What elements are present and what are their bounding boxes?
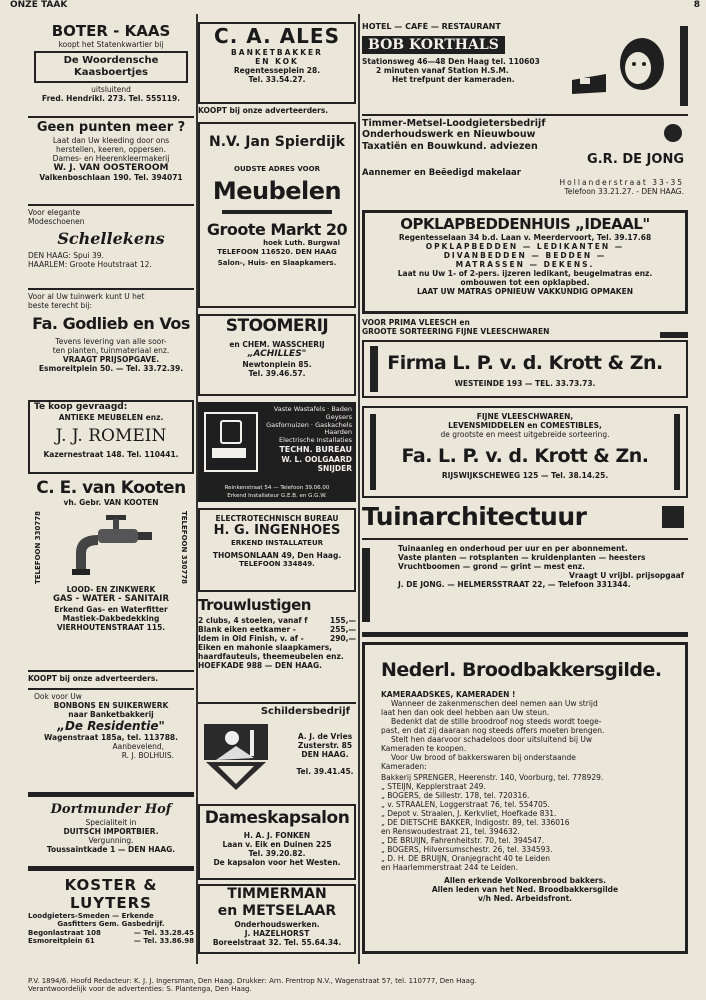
- ad-title: Schildersbedrijf: [260, 706, 350, 717]
- ad-line: Het trefpunt der kameraden.: [392, 75, 515, 85]
- ad-line: R. J. BOLHUIS.: [121, 751, 174, 761]
- ad-line: en CHEM. WASSCHERIJ: [229, 340, 325, 350]
- ad-address: THOMSONLAAN 49, Den Haag.: [212, 550, 342, 560]
- square-icon: [662, 506, 684, 528]
- ad-line: Modeschoenen: [28, 217, 85, 226]
- ad-address: WESTEINDE 193 — TEL. 33.73.73.: [454, 378, 596, 388]
- bakery-list-item: en Haarlemmerstraat 244 te Leiden.: [381, 862, 519, 872]
- ad-name: Nederl. Broodbakkersgilde.: [381, 659, 662, 681]
- ad-line: past, en dat zij daaraan nog steeds offers moeten brengen.: [381, 725, 605, 735]
- ad-address: Boreelstraat 32. Tel. 55.64.34.: [212, 937, 342, 947]
- bakery-list: [365, 773, 685, 872]
- ad-line: De kapsalon voor het Westen.: [213, 858, 341, 868]
- ad-name: LUYTERS: [70, 894, 152, 912]
- ad-timmerman: [198, 884, 356, 954]
- ad-line: 2 minuten vanaf Station H.S.M.: [376, 66, 509, 76]
- divider: [28, 116, 194, 118]
- divider: [198, 702, 356, 704]
- divider: [28, 670, 194, 672]
- ad-name: J. J. ROMEIN: [55, 425, 167, 446]
- ad-name: Firma L. P. v. d. Krott & Zn.: [387, 352, 663, 374]
- ad-line: Onderhoudswerken.: [234, 919, 320, 929]
- ad-phone: Tel. 33.54.27.: [248, 75, 306, 84]
- ad-line: Voor elegante: [28, 208, 81, 217]
- price-row: [198, 634, 356, 643]
- ad-line: ELECTROTECHNISCH BUREAU: [215, 514, 339, 523]
- ad-name: N.V. Jan Spierdijk: [209, 134, 345, 150]
- ad-name: STOOMERIJ: [225, 316, 329, 336]
- ad-line: Voor al Uw tuinwerk kunt U het: [28, 292, 145, 301]
- ad-line: KAMERAADSKES, KAMERADEN !: [381, 689, 516, 699]
- ad-line: ten planten, tuinmateriaal enz.: [52, 346, 170, 356]
- price-row: [198, 643, 356, 652]
- faucet-icon: [68, 513, 154, 579]
- ad-line: Vruchtboomen — grond — grint — mest enz.: [398, 562, 585, 571]
- price-item: Eiken en mahonie slaapkamers,: [198, 643, 333, 652]
- bakery-list-item: „ BOGERS, Hilversumschestr. 26, tel. 334593.: [381, 844, 553, 854]
- ad-address: DEN HAAG: Spui 39.: [28, 251, 104, 261]
- ad-line: GAS - WATER - SANITAIR: [52, 594, 170, 605]
- ad-line: BANKETBAKKER: [231, 48, 323, 57]
- ad-name: en METSELAAR: [217, 902, 337, 919]
- divider-bar: [222, 210, 332, 214]
- ad-address: HOEFKADE 988 — DEN HAAG.: [198, 661, 322, 670]
- ad-phone: TELEFOON 116520. DEN HAAG: [217, 247, 337, 256]
- ad-title: BOTER - KAAS: [51, 22, 171, 40]
- bakery-list-item: „ STEIJN, Kepplerstraat 249.: [381, 781, 486, 791]
- ad-address: Esmoreitplein 50. — Tel. 33.72.39.: [38, 364, 184, 374]
- ad-dameskapsalon: [198, 804, 356, 880]
- ad-line: OPKLAPBEDDEN — LEDIKANTEN —: [425, 242, 625, 251]
- ad-koster-luyters: [28, 876, 194, 954]
- ad-address: J. DE JONG. — HELMERSSTRAAT 22, — Telefoon 331344.: [398, 580, 631, 589]
- bakery-list-item: „ DE DIETSCHE BAKKER, Indigostr. 89, tel. 336016: [381, 817, 570, 827]
- ad-line: herstellen, keeren, oppersen.: [55, 144, 167, 154]
- ad-line: Aannemer en Beëedigd makelaar: [362, 167, 521, 178]
- ad-schellekens: [28, 208, 194, 286]
- ad-line: vh. Gebr. VAN KOOTEN: [63, 498, 159, 508]
- bakery-list-item: „ v. STRAALEN, Loggerstraat 76, tel. 554705.: [381, 799, 550, 809]
- ad-line: Haarden: [324, 428, 352, 437]
- ad-line: EN KOK: [255, 57, 299, 66]
- ad-line: DEN HAAG.: [301, 750, 349, 759]
- ad-name: Trouwlustigen: [198, 596, 311, 614]
- footer-line: P.V. 1894/6. Hoofd Redacteur: K. J. J. Ingersman, Den Haag. Drukker: Arn. Frentrop N.V., Wagenstraat 57, tel. 110777, Den Haag.: [28, 976, 477, 985]
- ad-line: Gasfitters Gem. Gasbedrijf.: [57, 920, 165, 929]
- ad-address: Toussaintkade 1 — DEN HAAG.: [46, 844, 176, 854]
- ad-name: TIMMERMAN: [227, 886, 327, 902]
- ad-line: Bedenkt dat de stille broodroof nog steeds wordt toege-: [391, 716, 602, 726]
- ad-line: DUITSCH IMPORTBIER.: [63, 826, 159, 836]
- ad-line: Aanbevelend,: [112, 742, 164, 752]
- ad-name: KOSTER &: [64, 876, 158, 894]
- ad-line: MATRASSEN — DEKENS.: [455, 260, 595, 269]
- ad-korthals: [362, 22, 688, 112]
- bakery-list-item: „ BOGERS, de Sillestr. 178, tel. 720316.: [381, 790, 530, 800]
- ad-line: Laat dan Uw kleeding door ons: [52, 135, 170, 145]
- bakery-list-item: „ D. H. DE BRUIJN, Oranjegracht 40 te Leiden: [381, 853, 551, 863]
- ad-line: GROOTE SORTEERING FIJNE VLEESCHWAREN: [362, 327, 550, 336]
- ad-line: de grootste en meest uitgebreide sorteering.: [440, 430, 610, 439]
- column-2: [198, 14, 356, 954]
- ad-phone: Tel. 39.46.57.: [248, 369, 306, 379]
- ad-name: Dameskapsalon: [204, 808, 350, 828]
- column-3: [362, 14, 688, 954]
- price-item: 2 clubs, 4 stoelen, vanaf f: [198, 616, 308, 625]
- ad-schildersbedrijf: [198, 706, 356, 800]
- ad-line: Ook voor Uw: [34, 692, 82, 701]
- ad-name: Schellekens: [57, 229, 165, 248]
- ad-boter-kaas: [28, 22, 194, 114]
- ad-line: Stelt hen daarvoor schadeloos door uitsluitend bij Uw: [391, 734, 593, 744]
- sink-icon: [204, 412, 258, 472]
- ad-line: LOOD- EN ZINKWERK: [66, 585, 156, 595]
- side-bar: [680, 26, 688, 106]
- ad-line: Erkend Gas- en Waterfitter: [54, 604, 168, 614]
- ad-title: Geen punten meer ?: [36, 120, 186, 135]
- dot-icon: [664, 124, 682, 142]
- divider: [28, 204, 194, 206]
- ad-line: Tuinaanleg en onderhoud per uur en per abonnement.: [398, 544, 628, 553]
- ad-phone: Tel. 39.41.45.: [296, 767, 354, 776]
- ad-name: Dortmunder Hof: [50, 802, 172, 817]
- ad-de-jong: [362, 118, 688, 210]
- ad-geen-punten: [28, 120, 194, 202]
- ad-line: HOTEL — CAFÉ — RESTAURANT: [362, 22, 501, 31]
- ad-name: H. G. INGENHOES: [213, 523, 341, 538]
- ad-line: beste terecht bij:: [28, 301, 92, 310]
- ad-name: W. J. VAN OOSTEROOM: [53, 162, 169, 173]
- ad-line: ombouwen tot een opklapbed.: [460, 278, 590, 287]
- ad-phone: TELEFOON 334849.: [239, 559, 315, 568]
- side-bar: [370, 414, 376, 490]
- ad-address: Stationsweg 46—48 Den Haag tel. 110603: [362, 57, 540, 67]
- ad-dortmunder-hof: [28, 802, 194, 864]
- bakery-list-item: „ Depot v. Straalen, J. Kerkvliet, Hoefkade 831.: [381, 808, 557, 818]
- ad-broodbakkersgilde: [362, 642, 688, 954]
- shop-name: De Woordensche Kaasboertjes: [34, 51, 188, 83]
- ad-name: Tuinarchitectuur: [362, 502, 587, 531]
- ad-name: Fa. Godlieb en Vos: [32, 314, 190, 333]
- ad-address: RIJSWIJKSCHEWEG 125 — Tel. 38.14.25.: [441, 470, 609, 480]
- ad-ales: [198, 22, 356, 104]
- ad-line: Tevens levering van alle soor-: [55, 337, 167, 347]
- ad-address: Hollanderstraat 33-35: [559, 177, 684, 187]
- ad-line: Loodgieters-Smeden — Erkende: [28, 912, 154, 920]
- ad-line: LAAT UW MATRAS OPNIEUW VAKKUNDIG OPMAKEN: [416, 287, 634, 296]
- ad-address: Groote Markt 20: [206, 219, 348, 239]
- ad-address: Laan v. Eik en Duinen 225: [222, 840, 332, 850]
- ad-name: Fa. L. P. v. d. Krott & Zn.: [401, 445, 649, 467]
- divider: [362, 114, 688, 116]
- ad-name: W. L. OOLGAARD SNIJDER: [281, 454, 352, 473]
- ad-line: Vaste planten — rotsplanten — kruidenplanten — heesters: [398, 553, 646, 562]
- price-list: [198, 616, 356, 661]
- phone-vertical-right: TELEFOON 330778: [180, 511, 188, 585]
- ad-line: Kameraden te koopen.: [381, 743, 467, 753]
- ad-krott-2: [362, 406, 688, 498]
- ad-tuinarchitectuur: [362, 502, 688, 628]
- footer-line: Verantwoordelijk voor de advertenties: S. Plantenga, Den Haag.: [28, 985, 252, 994]
- side-bar: [362, 548, 370, 622]
- ad-line: Allen erkende Volkorenbrood bakkers.: [444, 875, 606, 885]
- ad-line: Onderhoudswerk en Nieuwbouw: [362, 129, 536, 141]
- ad-address: Regentesseplein 28.: [233, 66, 321, 75]
- ad-phone: Telefoon 33.21.27. - DEN HAAG.: [564, 186, 684, 196]
- ad-address: Valkenboschlaan 190. Tel. 394071: [39, 173, 183, 183]
- bakery-list-item: Bakkerij SPRENGER, Heerenstr. 140, Voorburg, tel. 778929.: [381, 772, 604, 782]
- ad-name: C. E. van Kooten: [36, 478, 186, 498]
- price-value: 255,—: [329, 625, 356, 634]
- divider-bar: [28, 792, 194, 797]
- ad-line: VRAAGT PRIJSOPGAVE.: [62, 355, 160, 365]
- ad-spierdijk: [198, 122, 356, 308]
- ad-oolgaard: [198, 402, 356, 502]
- page-header: [0, 0, 706, 12]
- ad-line: uitsluitend: [91, 85, 131, 94]
- ad-line: Geysers: [325, 412, 352, 421]
- ad-van-kooten: [28, 478, 194, 668]
- ad-godlieb: [28, 292, 194, 396]
- divider: [28, 688, 194, 690]
- side-bar: [674, 414, 680, 490]
- page-footer: [28, 977, 678, 995]
- price-value: 155,—: [329, 616, 356, 625]
- ad-name: „De Residentie": [57, 719, 165, 733]
- ad-stoomerij: [198, 314, 356, 396]
- price-item: haardfauteuls, theemeubelen enz.: [198, 652, 344, 661]
- ad-phone: — Tel. 33.86.98: [133, 937, 194, 946]
- ad-address: Regentesselaan 34 b.d. Laan v. Meerdervoort, Tel. 39.17.68: [398, 233, 652, 242]
- ad-krott-1: [362, 318, 688, 402]
- divider-bar: [362, 632, 688, 637]
- publication-name: ONZE TAAK: [10, 0, 68, 10]
- side-bar: [370, 346, 378, 392]
- koopt-notice: KOOPT bij onze adverteerders.: [28, 674, 159, 683]
- price-row: [198, 616, 356, 625]
- ad-name: BOB KORTHALS: [362, 36, 505, 55]
- ad-line: ANTIEKE MEUBELEN enz.: [58, 412, 164, 422]
- ad-line: J. HAZELHORST: [244, 928, 310, 938]
- ad-line: FIJNE VLEESCHWAREN,: [476, 412, 574, 421]
- ad-line: koopt het Statenkwartier bij: [58, 40, 164, 49]
- ad-line: Taxatiën en Bouwkund. adviezen: [362, 140, 538, 152]
- ad-address: HAARLEM: Groote Houtstraat 12.: [28, 260, 152, 270]
- ad-line: Vaste Wastafels · Baden: [273, 405, 352, 413]
- koopt-notice: KOOPT bij onze adverteerders.: [198, 106, 329, 115]
- divider-bar: [660, 332, 688, 338]
- ad-line: Wanneer de zakenmenschen deel nemen aan Uw strijd: [391, 698, 598, 708]
- divider: [28, 288, 194, 290]
- ad-residentie: [28, 692, 194, 778]
- ad-address: Newtonplein 85.: [242, 360, 312, 370]
- price-row: [198, 652, 356, 661]
- ad-line: hoek Luth. Burgwal: [263, 239, 340, 248]
- ad-address: Fred. Hendrikl. 273. Tel. 555119.: [41, 94, 181, 103]
- ad-address: Kazernestraat 148. Tel. 110441.: [43, 450, 179, 460]
- ad-line: H. A. J. FONKEN: [243, 831, 311, 841]
- ad-line: OUDSTE ADRES VOOR: [234, 164, 320, 173]
- phone-vertical-left: TELEFOON 330778: [34, 511, 42, 585]
- ad-line: VOOR PRIMA VLEESCH en: [362, 318, 470, 327]
- ad-line: DIVANBEDDEN — BEDDEN —: [443, 251, 607, 260]
- ad-line: Te koop gevraagd:: [34, 402, 128, 412]
- ad-line: Gasfornuizen · Gaskachels: [266, 420, 352, 429]
- ad-name: G.R. DE JONG: [587, 152, 684, 168]
- ad-name: OPKLAPBEDDENHUIS „IDEAAL": [400, 215, 650, 233]
- ad-name: C. A. ALES: [214, 24, 340, 48]
- price-row: [198, 625, 356, 634]
- bakery-list-item: en Renswoudestraat 21, tel. 394632.: [381, 826, 520, 836]
- ad-big-text: Meubelen: [212, 177, 342, 206]
- ad-line: Laat nu Uw 1- of 2-pers. ijzeren ledikant, beugelmatras enz.: [397, 269, 653, 278]
- ad-name: A. J. de Vries: [297, 732, 353, 741]
- painter-icon: [202, 722, 270, 792]
- ad-line: Erkend Installateur G.E.B. en G.G.W.: [227, 493, 327, 500]
- ad-line: Dames- en Heerenkleermakerij: [52, 153, 170, 163]
- ad-phone: — Tel. 33.28.45: [133, 928, 194, 937]
- column-divider: [358, 14, 360, 964]
- ad-address: VIERHOUTENSTRAAT 115.: [56, 622, 166, 632]
- ad-line: Timmer-Metsel-Loodgietersbedrijf: [362, 118, 546, 129]
- bakery-list-item: „ DE BRUIJN, Fahrenheitstr. 70, tel. 394547.: [381, 835, 545, 845]
- ad-address: Begonlastraat 108: [28, 928, 101, 937]
- ad-line: Mastiek-Dakbedekking: [62, 613, 160, 623]
- faucet-illustration: [28, 507, 194, 585]
- ad-line: ERKEND INSTALLATEUR: [230, 538, 324, 547]
- ad-romein: [28, 400, 194, 474]
- ad-line: „ACHILLES": [247, 349, 307, 360]
- page-number: 8: [693, 0, 700, 10]
- ad-address: Reinkenstraat 54 — Telefoon 39.06.00: [224, 485, 330, 492]
- ad-ideaal: [362, 210, 688, 314]
- man-drinking-icon: [566, 34, 676, 100]
- ad-line: Allen leden van het Ned. Broodbakkersgilde: [431, 884, 619, 894]
- ad-line: Vergunning.: [88, 835, 134, 845]
- ad-line: laat hen dan ook deel hebben aan Uw steun.: [381, 707, 550, 717]
- ad-trouwlustigen: [198, 596, 356, 700]
- ad-ingenhoes: [198, 508, 356, 592]
- ad-phone: Tel. 39.20.82.: [248, 849, 306, 859]
- ad-line: naar Banketbakkerij: [68, 710, 154, 719]
- price-value: 290,—: [329, 634, 356, 643]
- ad-address: Wagenstraat 185a, tel. 113788.: [44, 733, 178, 743]
- ad-line: BONBONS EN SUIKERWERK: [53, 701, 169, 710]
- ad-line: Specialiteit in: [85, 817, 137, 827]
- ad-line: Voor Uw brood of bakkerswaren bij onderstaande: [391, 752, 576, 762]
- ad-line: TECHN. BUREAU: [279, 444, 352, 454]
- ad-line: LEVENSMIDDELEN en COMESTIBLES,: [448, 421, 602, 430]
- ad-line: Electrische Installaties: [279, 436, 352, 445]
- column-1: [28, 14, 194, 954]
- ad-line: Salon-, Huis- en Slaapkamers.: [217, 258, 337, 267]
- ad-address: Esmoreitplein 61: [28, 937, 95, 946]
- price-item: Blank eiken eetkamer -: [198, 625, 296, 634]
- ad-line: v/h Ned. Arbeidsfront.: [477, 893, 573, 903]
- ad-line: Vraagt U vrijbl. prijsopgaaf: [569, 571, 684, 580]
- ad-line: Kameraden:: [381, 761, 427, 771]
- ad-address: Zusterstr. 85: [297, 741, 353, 750]
- divider-bar: [28, 866, 194, 871]
- price-item: Idem in Old Finish, v. af -: [198, 634, 304, 643]
